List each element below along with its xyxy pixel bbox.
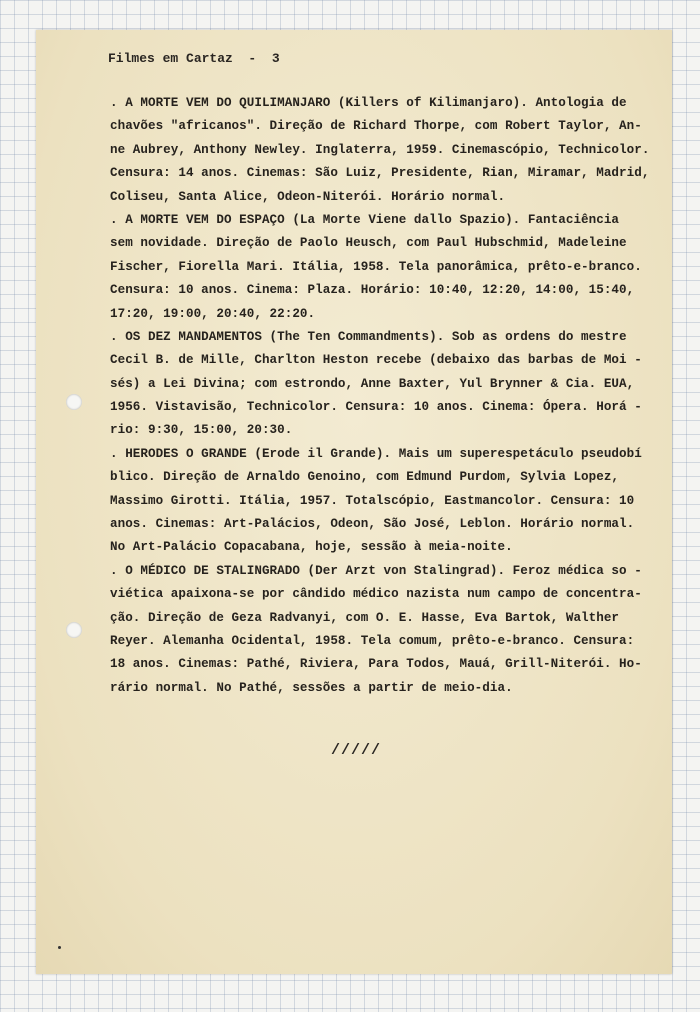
text-line: Coliseu, Santa Alice, Odeon-Niterói. Horário normal. — [110, 189, 506, 204]
text-line: 18 anos. Cinemas: Pathé, Riviera, Para Todos, Mauá, Grill-Niterói. Ho- — [110, 657, 642, 672]
text-line: Censura: 14 anos. Cinemas: São Luiz, Presidente, Rian, Miramar, Madrid, — [110, 166, 650, 181]
text-line: Censura: 10 anos. Cinema: Plaza. Horário: 10:40, 12:20, 14:00, 15:40, — [110, 283, 635, 298]
text-line: ção. Direção de Geza Radvanyi, com O. E. Hasse, Eva Bartok, Walther — [110, 610, 620, 625]
ink-speck — [58, 946, 61, 949]
text-line: chavões "africanos". Direção de Richard Thorpe, com Robert Taylor, An- — [110, 119, 642, 134]
punch-hole — [66, 394, 82, 410]
text-line: 1956. Vistavisão, Technicolor. Censura: 10 anos. Cinema: Ópera. Horá - — [110, 400, 642, 415]
typewritten-page — [36, 30, 672, 974]
text-line: Cecil B. de Mille, Charlton Heston recebe (debaixo das barbas de Moi - — [110, 353, 642, 368]
text-line: viética apaixona-se por cândido médico nazista num campo de concentra- — [110, 587, 642, 602]
film-listings — [110, 92, 670, 700]
text-line: . A MORTE VEM DO ESPAÇO (La Morte Viene dallo Spazio). Fantaciência — [110, 212, 620, 227]
text-line: blico. Direção de Arnaldo Genoino, com Edmund Purdom, Sylvia Lopez, — [110, 470, 620, 485]
punch-hole — [66, 622, 82, 638]
text-line: sés) a Lei Divina; com estrondo, Anne Baxter, Yul Brynner & Cia. EUA, — [110, 376, 635, 391]
text-line: . OS DEZ MANDAMENTOS (The Ten Commandments). Sob as ordens do mestre — [110, 329, 627, 344]
text-line: 17:20, 19:00, 20:40, 22:20. — [110, 306, 316, 321]
text-line: . HERODES O GRANDE (Erode il Grande). Mais um superespetáculo pseudobí — [110, 446, 642, 461]
text-line: rário normal. No Pathé, sessões a partir de meio-dia. — [110, 680, 513, 695]
text-line: Massimo Girotti. Itália, 1957. Totalscópio, Eastmancolor. Censura: 10 — [110, 493, 635, 508]
text-line: Fischer, Fiorella Mari. Itália, 1958. Tela panorâmica, prêto-e-branco. — [110, 259, 642, 274]
text-line: Reyer. Alemanha Ocidental, 1958. Tela comum, prêto-e-branco. Censura: — [110, 633, 635, 648]
text-line: anos. Cinemas: Art-Palácios, Odeon, São José, Leblon. Horário normal. — [110, 517, 635, 532]
text-line: rio: 9:30, 15:00, 20:30. — [110, 423, 293, 438]
text-line: . A MORTE VEM DO QUILIMANJARO (Killers of Kilimanjaro). Antologia de — [110, 96, 627, 110]
text-line: sem novidade. Direção de Paolo Heusch, com Paul Hubschmid, Madeleine — [110, 236, 627, 251]
text-line: . O MÉDICO DE STALINGRADO (Der Arzt von Stalingrad). Feroz médica so - — [110, 563, 642, 578]
page-header: Filmes em Cartaz - 3 — [108, 51, 280, 66]
text-line: No Art-Palácio Copacabana, hoje, sessão à meia-noite. — [110, 540, 513, 555]
end-mark: ///// — [331, 742, 382, 759]
text-line: ne Aubrey, Anthony Newley. Inglaterra, 1959. Cinemascópio, Technicolor. — [110, 142, 650, 157]
